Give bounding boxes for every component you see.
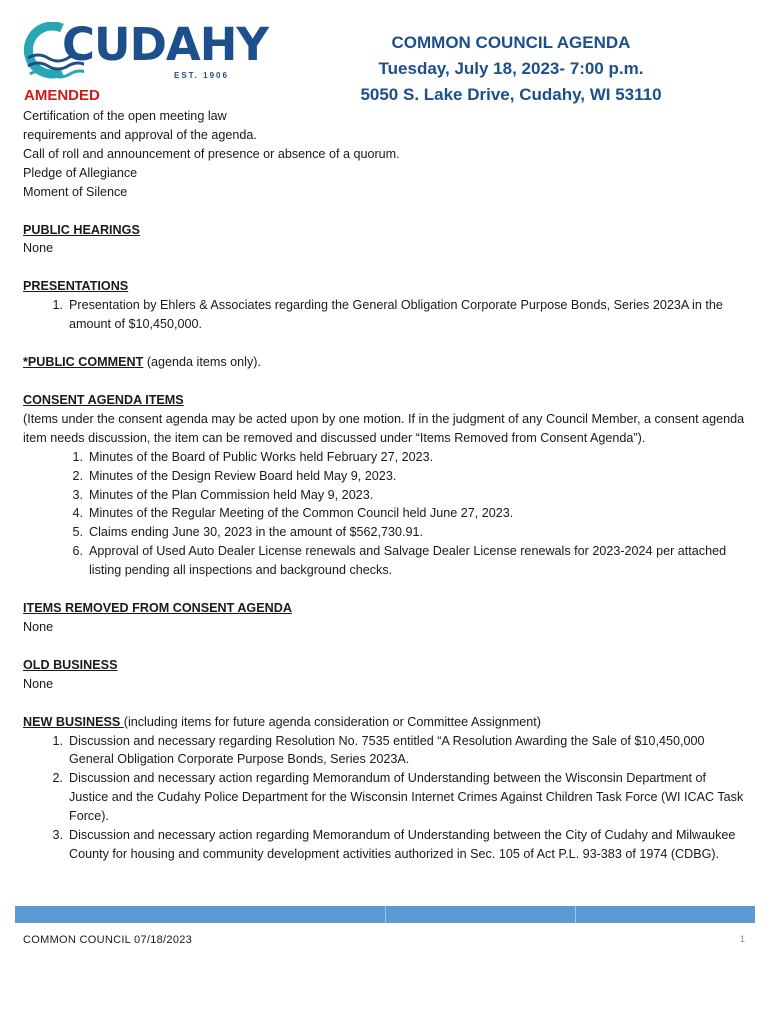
item-text: Minutes of the Board of Public Works held February 27, 2023. [89,449,434,464]
opening-line: Certification of the open meeting law [23,109,227,123]
section-title: CONSENT AGENDA ITEMS [23,392,184,407]
page-number: 1 [740,934,746,944]
item-text: Discussion and necessary action regarding Memorandum of Understanding between the City of Cudahy and Milwaukee County for housing and community development activities authorized in Sec. 105 of Act P.L. 93-383 of 1974 (CDBG). [69,828,736,861]
section-title: NEW BUSINESS [23,714,124,729]
presentations-section [23,277,748,334]
items-removed-section [23,599,748,637]
meeting-date: Tuesday, July 18, 2023- 7:00 p.m. [378,59,644,78]
consent-agenda-section [23,391,748,580]
item-number: 6. [72,544,83,559]
old-business-section [23,656,748,694]
section-title: PUBLIC HEARINGS [23,222,140,237]
list-item [23,486,748,505]
agenda-title: COMMON COUNCIL AGENDA [391,33,631,52]
item-number: 2. [72,468,83,483]
amended-label: AMENDED [24,87,100,104]
item-number: 3. [72,487,83,502]
public-hearings-section [23,221,748,259]
item-text: Minutes of the Plan Commission held May 9, 2023. [89,487,374,502]
list-item [23,448,748,467]
list-item [23,504,748,523]
item-number: 4. [72,506,83,521]
section-subtitle: (including items for future agenda consideration or Committee Assignment) [123,714,541,729]
footer-text: COMMON COUNCIL 07/18/2023 [23,934,193,946]
opening-line: Pledge of Allegiance [23,165,138,180]
logo-est: EST. 1906 [174,71,229,80]
opening-line: Call of roll and announcement of presence or absence of a quorum. [23,146,400,161]
item-number: 1. [52,733,63,748]
list-item [23,523,748,542]
list-item [23,542,748,580]
logo-wordmark: CUDAHY [62,18,268,71]
public-comment-section [23,353,748,372]
list-item [23,296,748,334]
item-text: Minutes of the Design Review Board held May 9, 2023. [89,468,397,483]
section-title: ITEMS REMOVED FROM CONSENT AGENDA [23,601,292,616]
consent-intro: (Items under the consent agenda may be acted upon by one motion. If in the judgment of any Council Member, a consent agenda item needs discussion, the item can be removed and discussed under “Items Removed from Consent Agenda”). [23,411,745,445]
cudahy-logo [24,18,268,84]
item-text: Approval of Used Auto Dealer License renewals and Salvage Dealer License renewals for 2023-2024 per attached listing pending all inspections and background checks. [89,544,727,578]
item-number: 5. [72,525,83,540]
item-text: Minutes of the Regular Meeting of the Common Council held June 27, 2023. [89,506,514,521]
item-text: Discussion and necessary action regarding Memorandum of Understanding between the Wisconsin Department of Justice and the Cudahy Police Department for the Wisconsin Internet Crimes Against Children Task Force (WI ICAC Task Force). [69,771,744,824]
meeting-address: 5050 S. Lake Drive, Cudahy, WI 53110 [360,85,662,104]
list-item [23,826,748,864]
agenda-header [336,30,686,108]
opening-line: Moment of Silence [23,184,128,199]
item-text: Discussion and necessary regarding Resolution No. 7535 entitled “A Resolution Awarding the Sale of $10,450,000 General Obligation Corporate Purpose Bonds, Series 2023A. [69,733,705,767]
item-text: Presentation by Ehlers & Associates regarding the General Obligation Corporate Purpose Bonds, Series 2023A in the amount of $10,450,000. [69,298,723,332]
opening-line: requirements and approval of the agenda. [23,127,257,142]
section-text: None [23,676,54,691]
item-number: 3. [52,828,63,843]
section-text: (agenda items only). [143,355,261,370]
item-text: Claims ending June 30, 2023 in the amount of $562,730.91. [89,525,423,540]
list-item [23,769,748,826]
agenda-body [23,107,748,864]
list-item [23,732,748,770]
item-number: 1. [72,449,83,464]
section-text: None [23,619,54,634]
section-title: PRESENTATIONS [23,279,129,294]
item-number: 1. [52,298,63,313]
item-number: 2. [52,771,63,786]
footer-bar [15,906,755,923]
section-title: OLD BUSINESS [23,657,118,672]
section-text: None [23,241,54,256]
section-title: *PUBLIC COMMENT [23,355,144,370]
opening-items [23,107,748,202]
list-item [23,467,748,486]
new-business-section [23,713,748,864]
